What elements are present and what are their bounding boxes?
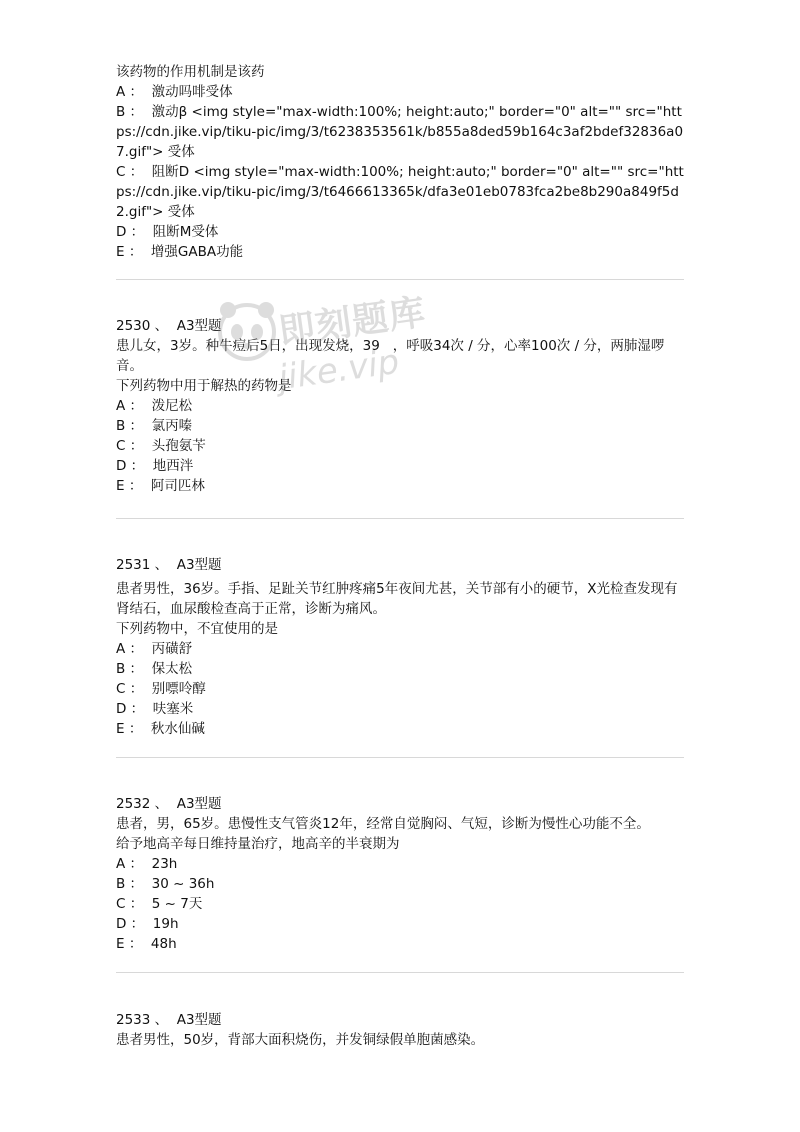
question-stem: 下列药物中用于解热的药物是 [116, 378, 292, 394]
divider [116, 279, 684, 280]
question-stem: 该药物的作用机制是该药 [116, 64, 265, 80]
option-c: C ： 头孢氨苄 [116, 438, 206, 454]
question-header: 2533 、 A3型题 [116, 1012, 222, 1028]
question-header: 2532 、 A3型题 [116, 796, 222, 812]
question-2533 [116, 1010, 688, 1050]
option-c: C ： 别嘌呤醇 [116, 681, 206, 697]
option-e: E ： 秋水仙碱 [116, 721, 205, 737]
question-header: 2530 、 A3型题 [116, 318, 222, 334]
question-case: 患者男性，50岁，背部大面积烧伤，并发铜绿假单胞菌感染。 [116, 1032, 485, 1048]
divider [116, 757, 684, 758]
option-c: C ： 5 ~ 7天 [116, 896, 203, 912]
option-a: A ： 丙磺舒 [116, 641, 193, 657]
question-case: 患者，男，65岁。患慢性支气管炎12年，经常自觉胸闷、气短，诊断为慢性心功能不全。 [116, 816, 650, 832]
option-d: D ： 地西泮 [116, 458, 194, 474]
watermark-brand-url: jike.vip [275, 341, 402, 399]
question-header: 2531 、 A3型题 [116, 557, 222, 573]
question-2532 [116, 794, 688, 954]
prev-question [116, 62, 688, 262]
question-stem: 下列药物中，不宜使用的是 [116, 621, 278, 637]
option-b: B ： 氯丙嗪 [116, 418, 193, 434]
question-stem: 给予地高辛每日维持量治疗，地高辛的半衰期为 [116, 836, 400, 852]
question-2531 [116, 555, 688, 739]
option-b: B ： 30 ~ 36h [116, 876, 215, 892]
divider [116, 972, 684, 973]
option-e: E ： 阿司匹林 [116, 478, 205, 494]
question-case: 患儿女，3岁。种牛痘后5日，出现发烧，39 ，呼吸34次 / 分，心率100次 / 分，两肺湿啰音。 [116, 338, 665, 374]
option-b: B ： 激动β <img style="max-width:100%; height:auto;" border="0" alt="" src="https://cdn.jike.vip/tiku-pic/img/3/t6238353561k/b855a8ded59b164c3af2bdef32836a07.gif"> 受体 [116, 104, 684, 160]
option-d: D ： 阻断M受体 [116, 224, 219, 240]
option-e: E ： 48h [116, 936, 177, 952]
option-d: D ： 19h [116, 916, 179, 932]
option-d: D ： 呋塞米 [116, 701, 194, 717]
watermark-brand-cn: 即刻题库 [276, 291, 429, 354]
option-c: C ： 阻断D <img style="max-width:100%; height:auto;" border="0" alt="" src="https://cdn.jike.vip/tiku-pic/img/3/t6466613365k/dfa3e01eb0783fca2be8b290a849f5d2.gif"> 受体 [116, 164, 684, 220]
option-a: A ： 泼尼松 [116, 398, 193, 414]
option-a: A ： 23h [116, 856, 178, 872]
option-e: E ： 增强GABA功能 [116, 244, 244, 260]
question-2530 [116, 316, 688, 496]
option-a: A ： 激动吗啡受体 [116, 84, 233, 100]
divider [116, 518, 684, 519]
question-case: 患者男性，36岁。手指、足趾关节红肿疼痛5年夜间尤甚，关节部有小的硬节，X光检查发现有肾结石，血尿酸检查高于正常，诊断为痛风。 [116, 581, 678, 617]
option-b: B ： 保太松 [116, 661, 193, 677]
